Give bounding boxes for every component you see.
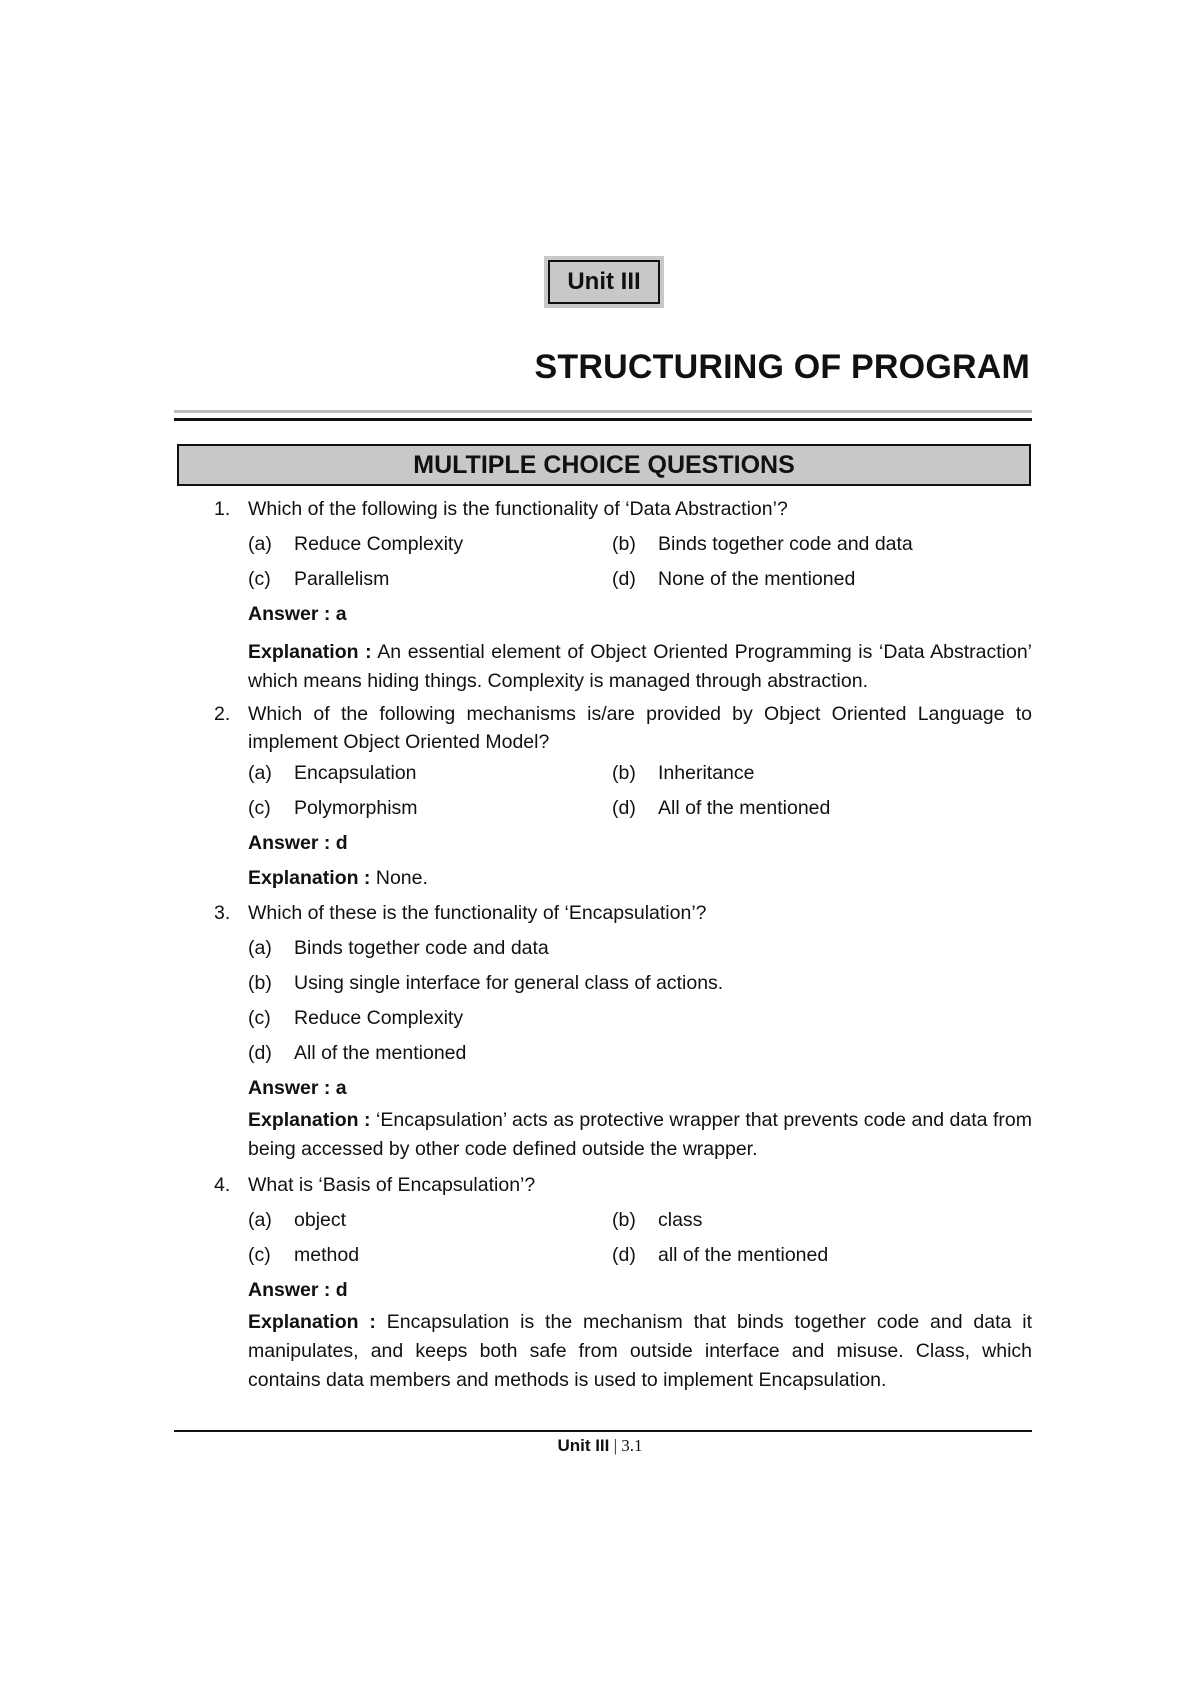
unit-label: Unit III: [548, 260, 660, 304]
option-d: (d) all of the mentioned: [612, 1244, 829, 1266]
option-a: (a) object: [248, 1209, 347, 1231]
answer: Answer : a: [248, 1077, 347, 1099]
options: [248, 527, 1032, 597]
option-c: (c) Reduce Complexity: [248, 1007, 464, 1029]
question-number: 4.: [214, 1174, 231, 1196]
footer-separator: |: [613, 1436, 618, 1455]
footer-divider: [174, 1430, 1032, 1432]
option-c: (c) Polymorphism: [248, 797, 418, 819]
explanation: Explanation : An essential element of Object Oriented Programming is ‘Data Abstraction’ which means hiding things. Complexity is managed through abstraction.: [248, 641, 1032, 692]
question-number: 3.: [214, 902, 231, 924]
question-number: 1.: [214, 498, 231, 520]
question-1: [214, 492, 1032, 696]
option-d: (d) None of the mentioned: [612, 568, 856, 590]
question-text: Which of the following mechanisms is/are provided by Object Oriented Language to implement Object Oriented Model?: [248, 703, 1032, 753]
option-b: (b) Using single interface for general class of actions.: [248, 972, 724, 994]
option-b: (b) Inheritance: [612, 762, 755, 784]
page-number: 3.1: [621, 1436, 643, 1455]
question-2-body: [214, 756, 1032, 896]
question-text: What is ‘Basis of Encapsulation’?: [248, 1174, 536, 1196]
question-text: Which of the following is the functionality of ‘Data Abstraction’?: [248, 498, 788, 520]
options: [248, 1203, 1032, 1273]
options: [248, 756, 1032, 826]
option-c: (c) Parallelism: [248, 568, 390, 590]
answer: Answer : d: [248, 1279, 348, 1301]
option-b: (b) class: [612, 1209, 703, 1231]
option-d: (d) All of the mentioned: [612, 797, 831, 819]
question-4: [214, 1168, 1032, 1395]
option-c: (c) method: [248, 1244, 360, 1266]
explanation: Explanation : None.: [248, 867, 428, 889]
question-3: [214, 896, 1032, 1164]
chapter-title: STRUCTURING OF PROGRAM: [534, 348, 1030, 386]
answer: Answer : a: [248, 603, 347, 625]
option-b: (b) Binds together code and data: [612, 533, 913, 555]
option-a: (a) Binds together code and data: [248, 937, 549, 959]
unit-label-box: [544, 256, 664, 308]
question-text: Which of these is the functionality of ‘Encapsulation’?: [248, 902, 707, 924]
option-d: (d) All of the mentioned: [248, 1042, 467, 1064]
option-a: (a) Encapsulation: [248, 762, 417, 784]
explanation: Explanation : Encapsulation is the mechanism that binds together code and data it manipulates, and keeps both safe from outside interface and misuse. Class, which contains data members and methods is used to implement Encapsulation.: [248, 1311, 1032, 1391]
explanation: Explanation : ‘Encapsulation’ acts as protective wrapper that prevents code and data from being accessed by other code defined outside the wrapper.: [248, 1109, 1033, 1160]
footer-unit: Unit III: [557, 1436, 610, 1455]
section-header: MULTIPLE CHOICE QUESTIONS: [177, 444, 1031, 486]
question-number: 2.: [214, 703, 231, 725]
answer: Answer : d: [248, 832, 348, 854]
page-footer: [0, 1436, 1200, 1456]
question-2: [214, 700, 1032, 756]
option-a: (a) Reduce Complexity: [248, 533, 464, 555]
title-divider: [174, 410, 1032, 422]
questions-list: [214, 492, 1032, 1399]
